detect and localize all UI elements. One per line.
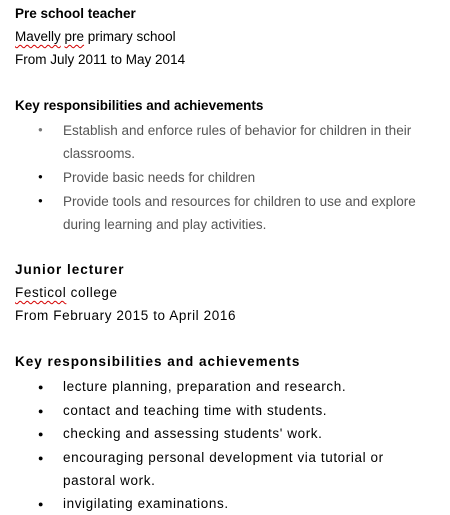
bullet-icon: ●	[38, 382, 44, 392]
job1-employer	[15, 27, 176, 47]
job2-employer-word1: Festicol	[15, 285, 67, 300]
job2-bullet-3-line1: checking and assessing students' work.	[63, 426, 323, 441]
bullet-icon: ●	[38, 125, 43, 134]
job1-section-heading: Key responsibilities and achievements	[15, 98, 264, 113]
job2-bullet-5-line1: invigilating examinations.	[63, 496, 229, 511]
bullet-icon: ●	[38, 499, 44, 509]
job1-dates: From July 2011 to May 2014	[15, 52, 186, 67]
job1-bullet-2-line1: Provide basic needs for children	[63, 170, 256, 185]
job1-bullet-1-line1: Establish and enforce rules of behavior for children in their	[63, 123, 412, 138]
job2-section-heading: Key responsibilities and achievements	[15, 354, 301, 369]
job1-employer-word1: Mavelly	[15, 29, 61, 44]
job1-employer-word2: pre	[64, 29, 85, 44]
job2-employer	[15, 283, 118, 303]
job1-employer-rest: primary school	[84, 29, 176, 44]
bullet-icon: ●	[38, 453, 44, 463]
job1-bullet-1-line2: classrooms.	[63, 146, 136, 161]
bullet-icon: ●	[38, 406, 44, 416]
bullet-icon: ●	[38, 172, 43, 181]
job1-title: Pre school teacher	[15, 6, 136, 21]
job2-title: Junior lecturer	[15, 262, 125, 277]
job1-bullet-3-line1: Provide tools and resources for children to use and explore	[63, 194, 416, 209]
job2-bullet-2-line1: contact and teaching time with students.	[63, 403, 328, 418]
bullet-icon: ●	[38, 196, 43, 205]
bullet-icon: ●	[38, 429, 44, 439]
job2-employer-rest: college	[66, 285, 118, 300]
job2-bullet-1-line1: lecture planning, preparation and research.	[63, 379, 347, 394]
job2-dates: From February 2015 to April 2016	[15, 308, 237, 323]
job2-bullet-4-line2: pastoral work.	[63, 473, 156, 488]
job2-bullet-4-line1: encouraging personal development via tutorial or	[63, 450, 384, 465]
job1-bullet-3-line2: during learning and play activities.	[63, 217, 267, 232]
